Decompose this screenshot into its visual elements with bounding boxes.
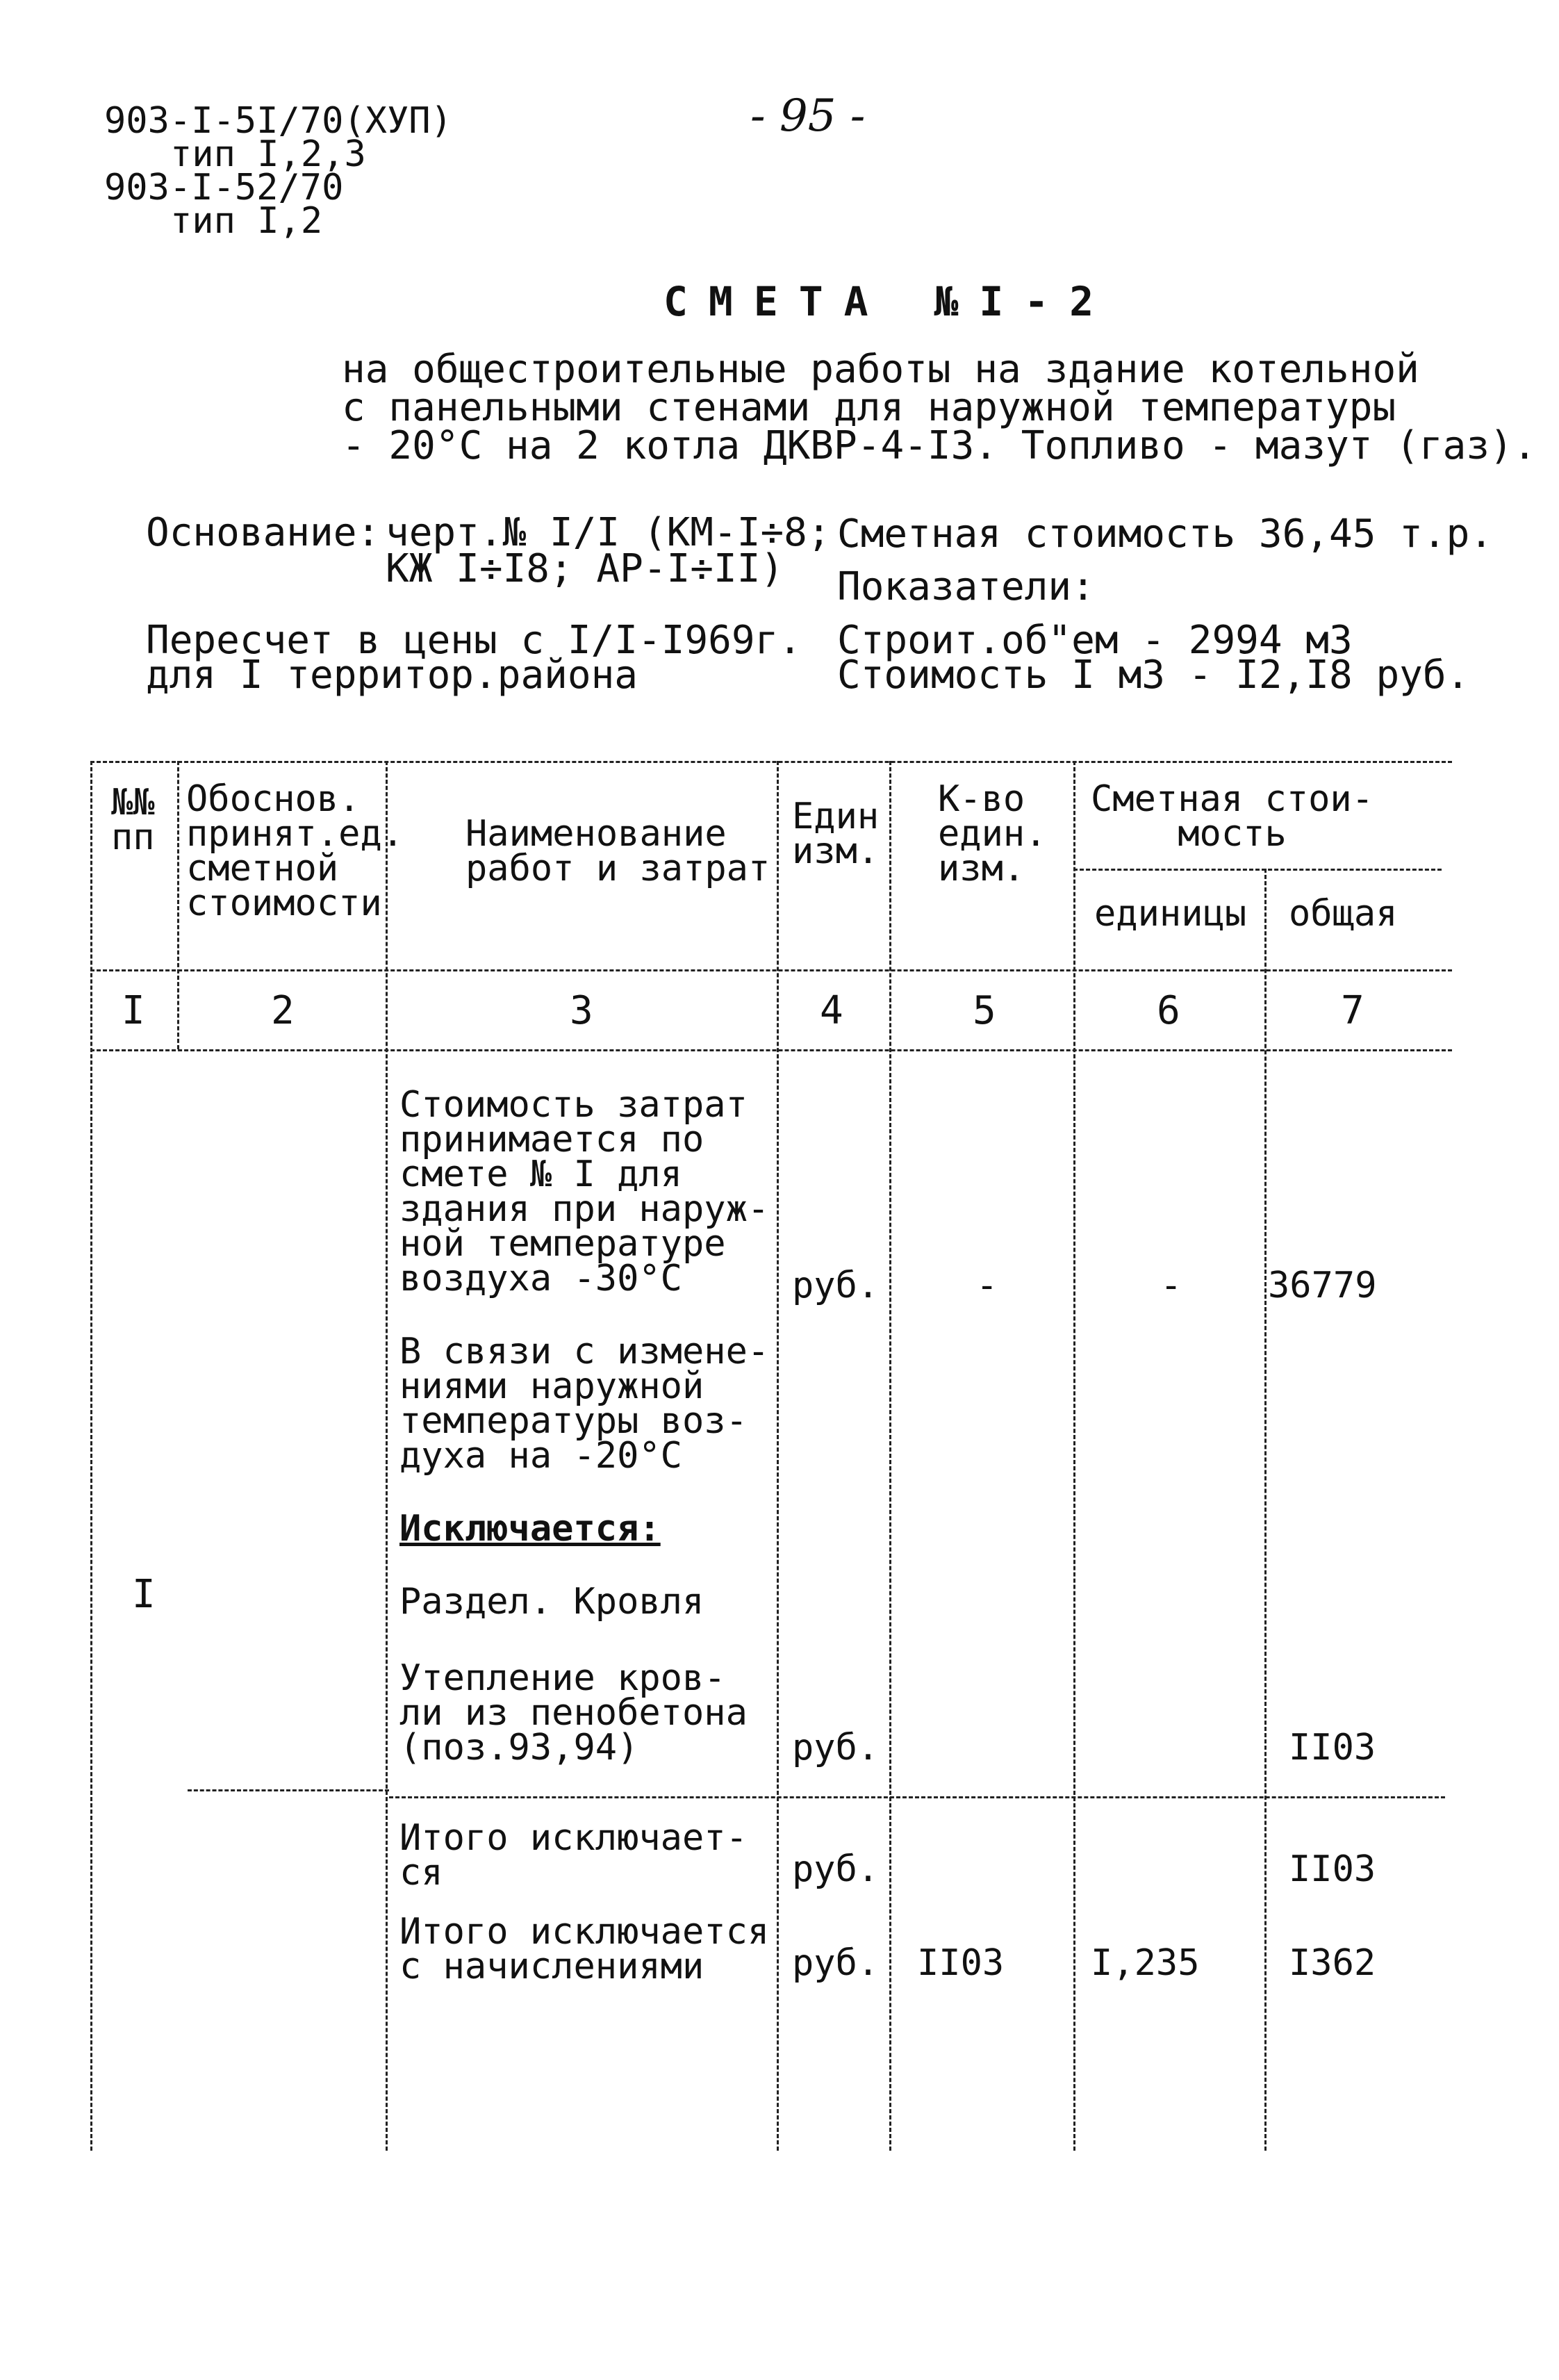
row7-unit-price: I,235: [1091, 1942, 1200, 1984]
row1-unit-price: -: [1160, 1265, 1182, 1306]
doc-type-2: тип I,2: [170, 200, 323, 242]
row7-total: I362: [1289, 1942, 1376, 1984]
row6-total: II03: [1289, 1848, 1376, 1890]
header-basis: Обоснов. принят.ед. сметной стоимости: [186, 778, 404, 924]
basis-label: Основание:: [146, 510, 381, 555]
recalc-line-1: Пересчет в цены с I/I-I969г.: [146, 618, 802, 663]
subtitle-line-2: с панельными стенами для наружной температуры: [342, 385, 1396, 430]
row1-unit: руб.: [792, 1265, 880, 1306]
header-total: общая: [1289, 893, 1398, 935]
col-border-5: [1073, 761, 1075, 2151]
doc-code-2: 903-I-52/70: [104, 167, 344, 208]
colnum-2: 2: [271, 988, 295, 1033]
col-border-4: [889, 761, 891, 2151]
row5-unit: руб.: [792, 1727, 880, 1768]
col-border-6: [1264, 869, 1267, 2151]
row1-quantity: -: [976, 1265, 998, 1306]
section-divider-right: [389, 1796, 1445, 1798]
subtitle-line-3: - 20°С на 2 котла ДКВР-4-I3. Топливо - мазут (газ).: [342, 423, 1537, 468]
table-top-border: [90, 761, 1452, 763]
col-border-0: [90, 761, 92, 2151]
header-name: Наименование работ и затрат: [465, 813, 770, 889]
row7-quantity: II03: [917, 1942, 1005, 1984]
colnum-6: 6: [1157, 988, 1180, 1033]
header-quantity: К-во един. изм.: [938, 778, 1047, 889]
row1-total: 36779: [1268, 1265, 1377, 1306]
colnum-bottom-border: [90, 1049, 1452, 1051]
col-border-3: [777, 761, 779, 2151]
row-number: I: [132, 1572, 156, 1617]
cost-per-m3: Стоимость I м3 - I2,I8 руб.: [837, 653, 1470, 698]
header-cost: Сметная стои- мость: [1091, 778, 1374, 855]
page-number: - 95 -: [750, 90, 866, 142]
header-unit-cost: единицы: [1094, 893, 1247, 935]
subtitle-line-1: на общестроительные работы на здание котельной: [342, 347, 1419, 392]
estimated-cost: Сметная стоимость 36,45 т.р.: [837, 511, 1494, 557]
section-divider: [188, 1789, 389, 1791]
row1-description: Стоимость затрат принимается по смете № I для здания при наруж- ной температуре воздуха -30°С: [399, 1084, 770, 1299]
col-border-2: [386, 761, 388, 2151]
colnum-1: I: [122, 988, 145, 1033]
colnum-5: 5: [973, 988, 996, 1033]
header-unit: Един изм.: [792, 796, 880, 872]
page-title: СМЕТА №I-2: [663, 278, 1115, 325]
row7-description: Итого исключается с начислениями: [399, 1911, 770, 1987]
header-split-border: [1073, 869, 1442, 871]
indicators-label: Показатели:: [837, 564, 1095, 609]
basis-line-1: черт.№ I/I (КМ-I÷8;: [386, 510, 831, 555]
recalc-line-2: для I территор.района: [146, 653, 638, 698]
colnum-3: 3: [570, 988, 593, 1033]
building-volume: Строит.об"ем - 2994 м3: [837, 618, 1353, 663]
excluded-heading: Исключается:: [399, 1508, 661, 1550]
doc-type-1: тип I,2,3: [170, 133, 366, 175]
basis-line-2: КЖ I÷I8; АР-I÷II): [386, 546, 784, 591]
col-border-1: [177, 761, 179, 1049]
doc-code-1: 903-I-5I/70(ХУП): [104, 100, 452, 142]
row5-total: II03: [1289, 1727, 1376, 1768]
row6-unit: руб.: [792, 1848, 880, 1890]
colnum-7: 7: [1341, 988, 1364, 1033]
row5-description: Утепление кров- ли из пенобетона (поз.93,94): [399, 1657, 748, 1768]
colnum-4: 4: [820, 988, 843, 1033]
header-bottom-border: [90, 969, 1452, 971]
roof-section: Раздел. Кровля: [399, 1581, 704, 1623]
row7-unit: руб.: [792, 1942, 880, 1984]
row2-description: В связи с измене- ниями наружной температуры воз- духа на -20°С: [399, 1331, 770, 1477]
header-number: №№ пп: [111, 782, 155, 858]
row6-description: Итого исключает- ся: [399, 1817, 748, 1894]
